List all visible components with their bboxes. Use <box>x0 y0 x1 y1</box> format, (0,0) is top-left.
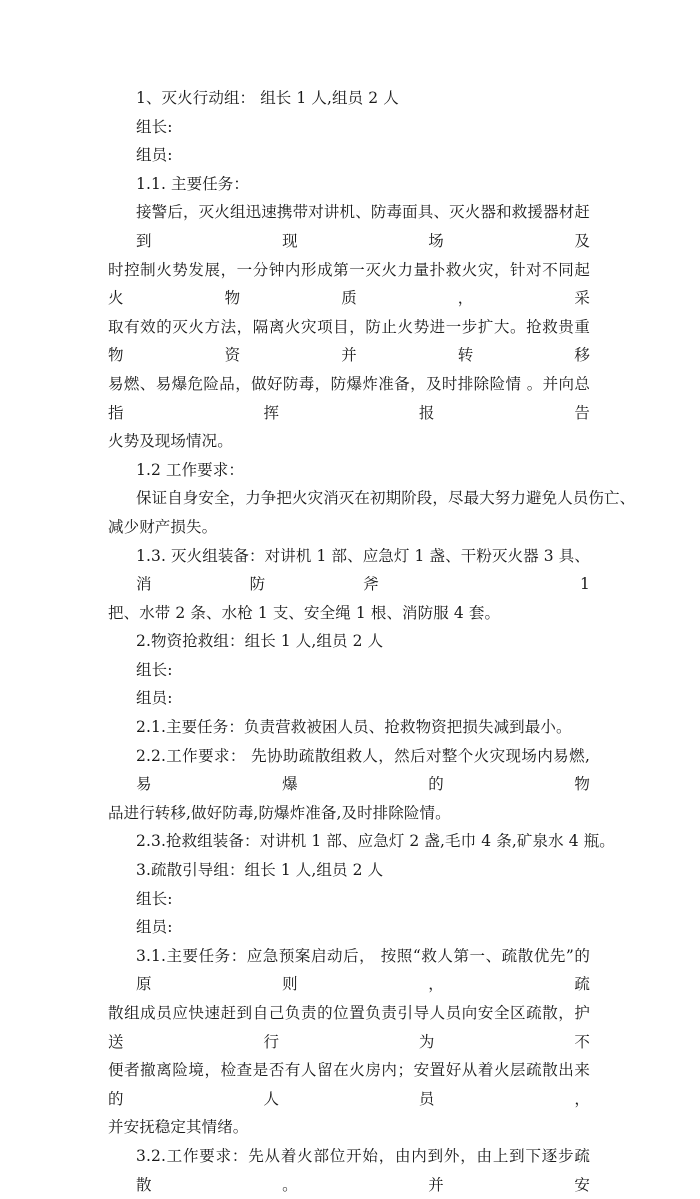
document-line: 1.1. 主要任务： <box>136 174 250 193</box>
document-line: 组员: <box>136 146 173 165</box>
document-line: 便者撤离险境，检查是否有人留在火房内；安置好从着火层疏散出来的人员， <box>108 1061 590 1108</box>
document-line: 取有效的灭火方法，隔离火灾项目，防止火势进一步扩大。抢救贵重物资并转移 <box>108 317 590 365</box>
document-line: 3.疏散引导组：组长 1 人,组员 2 人 <box>136 861 384 880</box>
document-line: 2.2.工作要求： 先协助疏散组救人，然后对整个火灾现场内易燃,易爆的物 <box>136 746 590 794</box>
document-line: 2.1.主要任务：负责营救被困人员、抢救物资把损失减到最小。 <box>136 718 572 737</box>
document-line: 组员: <box>136 689 173 708</box>
document-line: 散组成员应快速赶到自己负责的位置负责引导人员向安全区疏散，护送行为不 <box>108 1004 590 1051</box>
document-body <box>108 84 636 1199</box>
document-line: 组长: <box>136 889 173 908</box>
document-line: 组员: <box>136 918 173 937</box>
document-line: 1、灭火行动组： 组长 1 人,组员 2 人 <box>136 89 399 107</box>
document-line: 3.1.主要任务：应急预案启动后， 按照“救人第一、疏散优先”的原则，疏 <box>136 946 590 994</box>
document-line: 3.2.工作要求：先从着火部位开始，由内到外，由上到下逐步疏散。并安 <box>136 1146 590 1194</box>
document-line: 时控制火势发展，一分钟内形成第一灭火力量扑救火灾，针对不同起火物质，采 <box>108 260 590 308</box>
document-line: 组长: <box>136 660 173 679</box>
document-line: 火势及现场情况。 <box>108 432 233 451</box>
document-line: 并安抚稳定其情绪。 <box>108 1118 249 1137</box>
document-line: 接警后，灭火组迅速携带对讲机、防毒面具、灭火器和救援器材赶到现场及 <box>136 203 590 250</box>
document-line: 2.3.抢救组装备：对讲机 1 部、应急灯 2 盏,毛巾 4 条,矿泉水 4 瓶。 <box>136 832 615 851</box>
document-line: 1.3. 灭火组装备：对讲机 1 部、应急灯 1 盏、干粉灭火器 3 具、消防斧 1 <box>136 546 590 594</box>
document-line: 保证自身安全，力争把火灾消灭在初期阶段，尽最大努力避免人员伤亡、 <box>136 489 636 508</box>
document-line: 品进行转移,做好防毒,防爆炸准备,及时排除险情。 <box>108 803 451 822</box>
document-line: 组长: <box>136 117 173 136</box>
document-line: 2.物资抢救组：组长 1 人,组员 2 人 <box>136 632 384 651</box>
document-line: 易燃、易爆危险品，做好防毒，防爆炸准备，及时排除险情 。并向总指挥报告 <box>108 374 590 422</box>
document-line: 减少财产损失。 <box>108 517 218 536</box>
document-line: 1.2 工作要求： <box>136 460 244 479</box>
document-line: 把、水带 2 条、水枪 1 支、安全绳 1 根、消防服 4 套。 <box>108 603 501 622</box>
